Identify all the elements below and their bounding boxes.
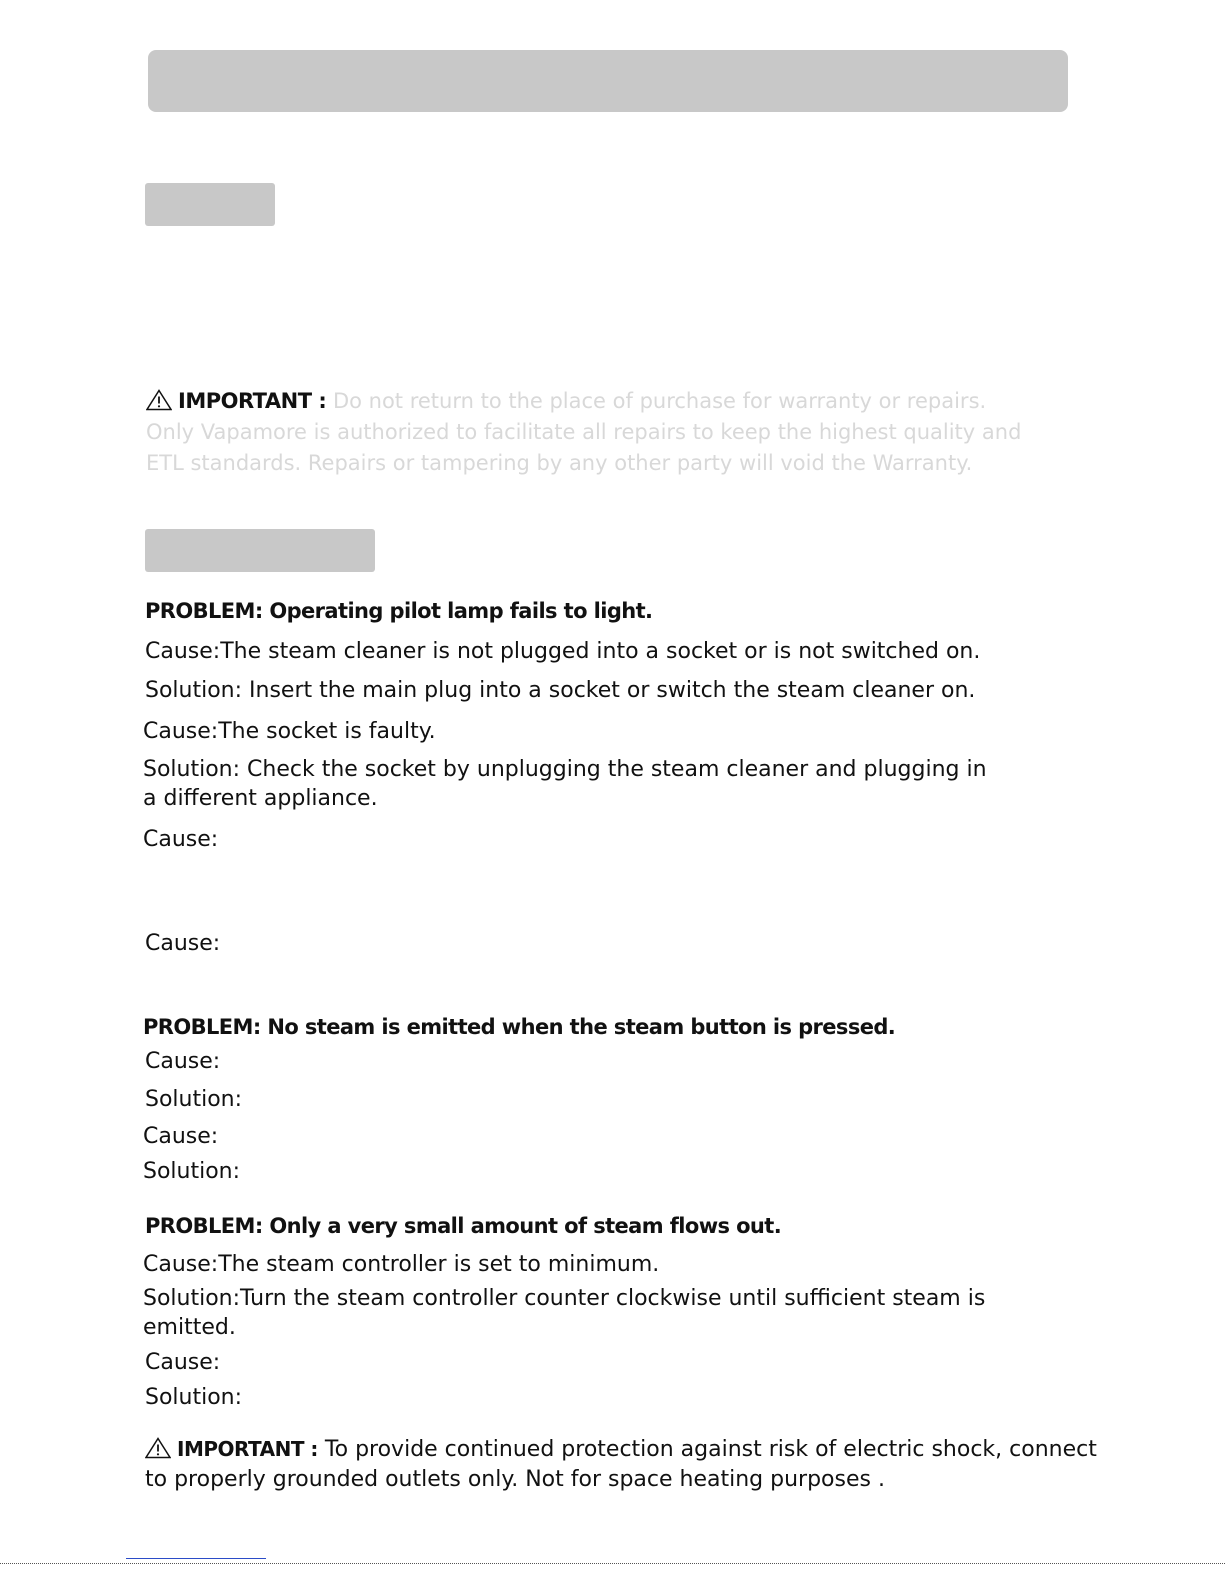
solution-line: Solution:Turn the steam controller counter clockwise until sufficient steam is [143,1286,986,1311]
solution-line: Solution: Check the socket by unplugging the steam cleaner and plugging in [143,757,987,782]
important-notice-electrical [145,1434,1097,1495]
important-label: IMPORTANT : [177,1437,318,1461]
cause-line: Cause:The steam controller is set to minimum. [143,1252,660,1277]
section-heading-tag-troubleshooting [145,529,375,572]
solution-line: Solution: [145,1385,243,1410]
cause-line: Cause: [145,1049,221,1074]
cause-line: Cause: [145,1350,221,1375]
section-heading-tag-warranty [145,183,275,226]
cause-line: Cause: [145,931,221,956]
solution-line: Solution: [145,1087,243,1112]
cause-line: Cause: [143,827,219,852]
solution-line: emitted. [143,1315,236,1340]
header-title-bar [148,50,1068,112]
problem-title: PROBLEM: Only a very small amount of steam flows out. [145,1214,782,1238]
solution-line: Solution: [143,1159,241,1184]
footer-divider [0,1563,1225,1564]
important-notice-warranty [146,386,1026,479]
footer-accent-line [126,1558,266,1559]
warning-triangle-icon [145,1437,171,1459]
cause-line: Cause:The socket is faulty. [143,719,436,744]
important-text-line2: to properly grounded outlets only. Not for space heating purposes . [145,1467,885,1492]
solution-line: Solution: Insert the main plug into a socket or switch the steam cleaner on. [145,678,976,703]
solution-line: a different appliance. [143,786,378,811]
cause-line: Cause: [143,1124,219,1149]
warning-triangle-icon [146,389,172,411]
problem-title: PROBLEM: No steam is emitted when the steam button is pressed. [143,1015,896,1039]
important-label: IMPORTANT : [178,389,327,413]
problem-title: PROBLEM: Operating pilot lamp fails to light. [145,599,653,623]
cause-line: Cause:The steam cleaner is not plugged into a socket or is not switched on. [145,639,981,664]
important-text-line1: To provide continued protection against risk of electric shock, connect [324,1437,1097,1462]
important-text: Do not return to the place of purchase for warranty or repairs. Only Vapamore is authorized to facilitate all repairs to keep the highest quality and ETL standards. Repairs or tampering by any other party will void the Warranty. [146,389,1022,475]
